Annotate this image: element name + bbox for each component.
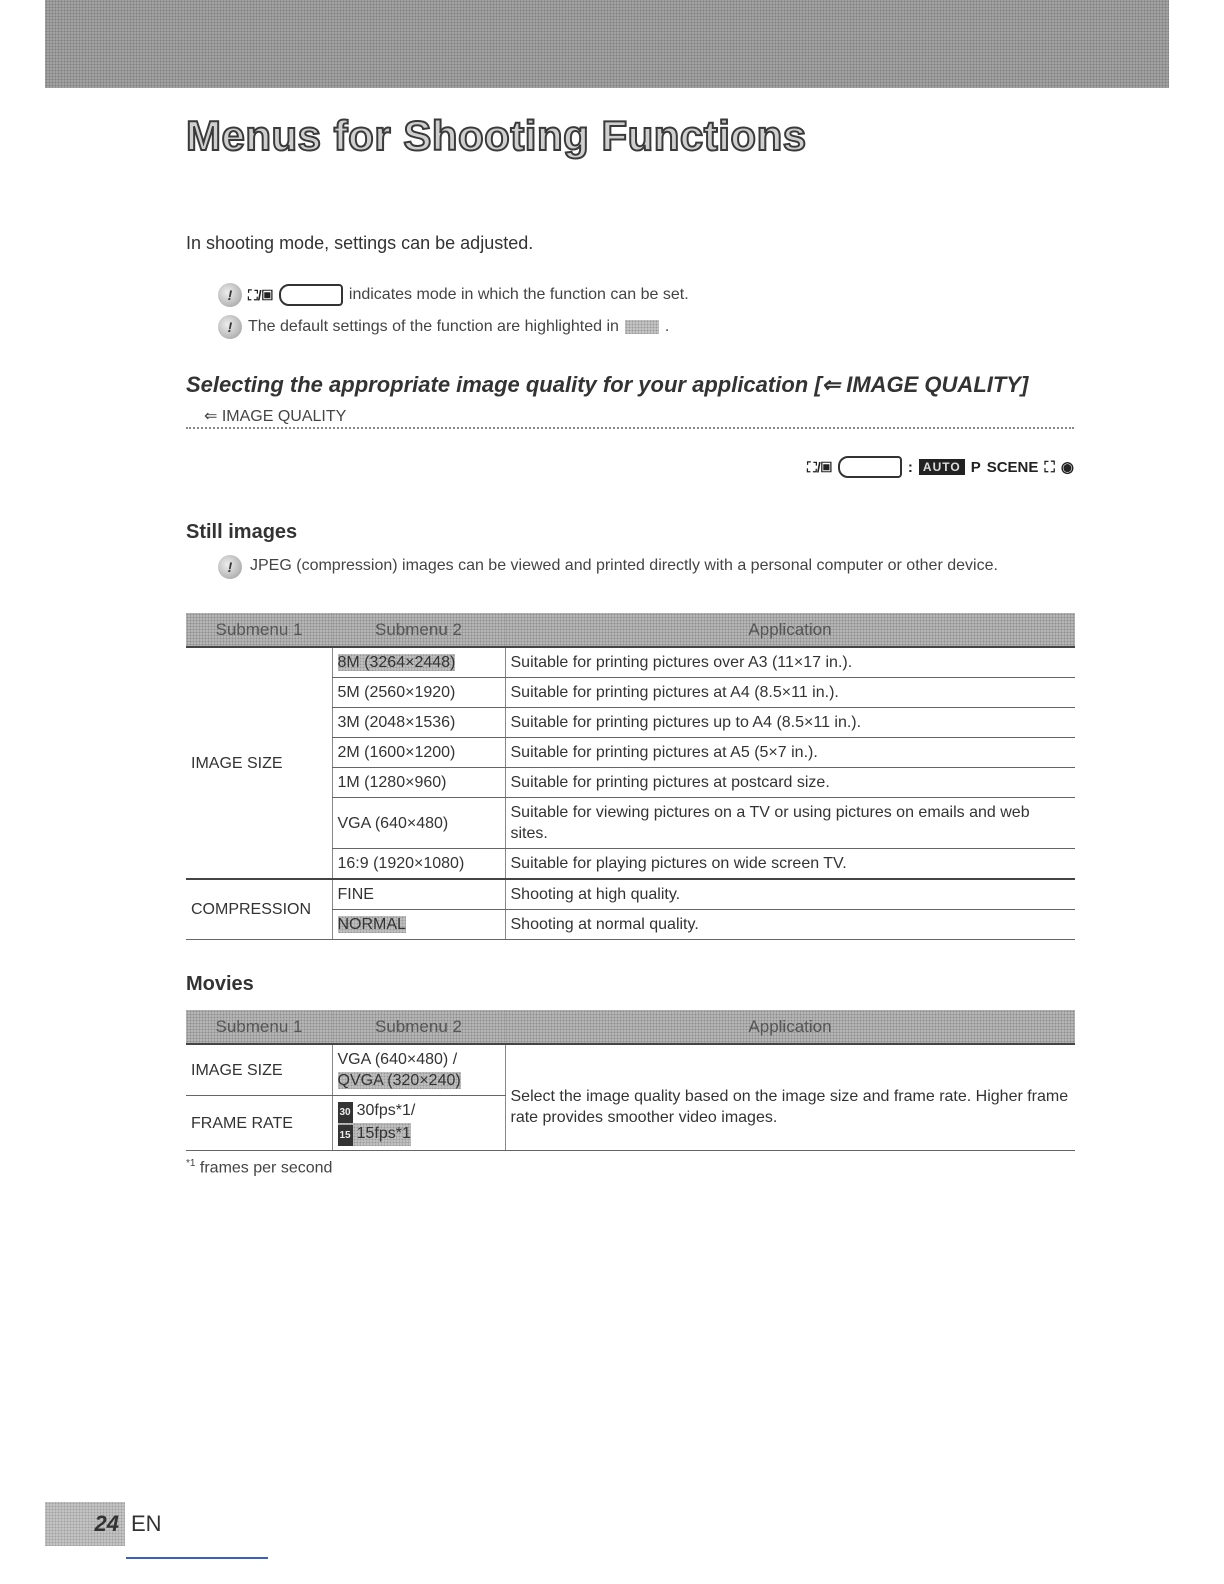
mode-dial-icon bbox=[279, 284, 343, 306]
available-modes: ⛶/▣ : AUTO P SCENE ⛶ ◉ bbox=[807, 456, 1074, 478]
jpeg-note bbox=[218, 555, 1058, 579]
highlight-swatch bbox=[625, 320, 659, 334]
submenu2-cell: VGA (640×480) / QVGA (320×240) bbox=[332, 1044, 505, 1096]
info-icon: ! bbox=[218, 315, 242, 339]
header-band bbox=[45, 0, 1169, 88]
bottom-rule bbox=[126, 1557, 268, 1559]
table-row bbox=[186, 879, 1075, 910]
submenu2-cell: 2M (1600×1200) bbox=[332, 738, 505, 768]
submenu2-cell: NORMAL bbox=[332, 910, 505, 940]
application-cell: Suitable for playing pictures on wide screen TV. bbox=[505, 849, 1075, 880]
submenu2-cell: 3M (2048×1536) bbox=[332, 708, 505, 738]
header-submenu1: Submenu 1 bbox=[186, 613, 332, 647]
submenu2-cell: 8M (3264×2448) bbox=[332, 647, 505, 678]
fps-30-icon: 30 bbox=[338, 1102, 353, 1123]
table-row bbox=[186, 647, 1075, 678]
header-application: Application bbox=[505, 1010, 1075, 1044]
submenu2-cell: 5M (2560×1920) bbox=[332, 678, 505, 708]
table-row bbox=[186, 1044, 1075, 1096]
stabilizer-icon: ◉ bbox=[1060, 459, 1074, 476]
movie-mode-icon: ⛶ bbox=[1044, 458, 1055, 476]
application-cell: Suitable for printing pictures at A4 (8.5×11 in.). bbox=[505, 678, 1075, 708]
submenu2-cell: 16:9 (1920×1080) bbox=[332, 849, 505, 880]
default-value: 15fps*1 bbox=[356, 1125, 411, 1142]
mode-scene: SCENE bbox=[986, 458, 1039, 476]
still-images-table bbox=[186, 613, 1075, 940]
info-icon: ! bbox=[218, 555, 242, 579]
header-submenu2: Submenu 2 bbox=[332, 613, 505, 647]
movies-heading: Movies bbox=[186, 973, 254, 995]
page-language: EN bbox=[131, 1511, 162, 1536]
intro-text: In shooting mode, settings can be adjusted. bbox=[186, 233, 534, 253]
application-cell: Suitable for printing pictures up to A4 (8.5×11 in.). bbox=[505, 708, 1075, 738]
still-images-heading: Still images bbox=[186, 521, 298, 543]
header-submenu2: Submenu 2 bbox=[332, 1010, 505, 1044]
submenu2-cell: 1M (1280×960) bbox=[332, 768, 505, 798]
submenu1-cell: IMAGE SIZE bbox=[186, 1044, 332, 1096]
submenu2-cell: 30 30fps*1/ 15 15fps*1 bbox=[332, 1096, 505, 1151]
submenu2-cell: VGA (640×480) bbox=[332, 798, 505, 849]
section-heading: Selecting the appropriate image quality for your application [⇐ IMAGE QUALITY] bbox=[186, 372, 1029, 397]
submenu1-cell: IMAGE SIZE bbox=[186, 647, 332, 879]
application-cell: Suitable for printing pictures at postcard size. bbox=[505, 768, 1075, 798]
application-cell: Shooting at high quality. bbox=[505, 879, 1075, 910]
submenu2-cell: FINE bbox=[332, 879, 505, 910]
mode-note bbox=[218, 283, 689, 307]
application-cell: Suitable for printing pictures at A5 (5×7 in.). bbox=[505, 738, 1075, 768]
page-number-block bbox=[45, 1502, 162, 1546]
jpeg-note-text: JPEG (compression) images can be viewed and printed directly with a personal computer or other device. bbox=[250, 557, 998, 574]
default-value: QVGA (320×240) bbox=[337, 1072, 461, 1089]
default-note: ! The default settings of the function are highlighted in . bbox=[218, 315, 669, 339]
application-cell: Shooting at normal quality. bbox=[505, 910, 1075, 940]
footnote bbox=[186, 1158, 332, 1177]
menu-path: ⇐ IMAGE QUALITY bbox=[186, 405, 1074, 429]
mode-p: P bbox=[970, 458, 981, 476]
mode-dial-icon bbox=[838, 456, 902, 478]
info-icon: ! bbox=[218, 283, 242, 307]
application-cell: Suitable for printing pictures over A3 (11×17 in.). bbox=[505, 647, 1075, 678]
mode-auto: AUTO bbox=[919, 459, 965, 475]
header-submenu1: Submenu 1 bbox=[186, 1010, 332, 1044]
submenu1-cell: COMPRESSION bbox=[186, 879, 332, 940]
movies-table bbox=[186, 1010, 1075, 1151]
footnote-mark: *1 bbox=[186, 1158, 196, 1169]
fps-15-icon: 15 bbox=[338, 1125, 353, 1146]
movie-camera-mode-icon: ⛶/▣ bbox=[807, 458, 832, 475]
movie-camera-mode-icon: ⛶/▣ bbox=[248, 286, 273, 303]
application-cell: Suitable for viewing pictures on a TV or using pictures on emails and web sites. bbox=[505, 798, 1075, 849]
footnote-text: frames per second bbox=[199, 1159, 333, 1177]
submenu1-cell: FRAME RATE bbox=[186, 1096, 332, 1151]
application-cell: Select the image quality based on the image size and frame rate. Higher frame rate provides smoother video images. bbox=[505, 1044, 1075, 1151]
default-note-text: The default settings of the function are highlighted in bbox=[248, 318, 619, 335]
page-number: 24 bbox=[45, 1502, 125, 1546]
page-title: Menus for Shooting Functions bbox=[186, 112, 807, 159]
mode-note-text: indicates mode in which the function can be set. bbox=[348, 286, 689, 303]
header-application: Application bbox=[505, 613, 1075, 647]
